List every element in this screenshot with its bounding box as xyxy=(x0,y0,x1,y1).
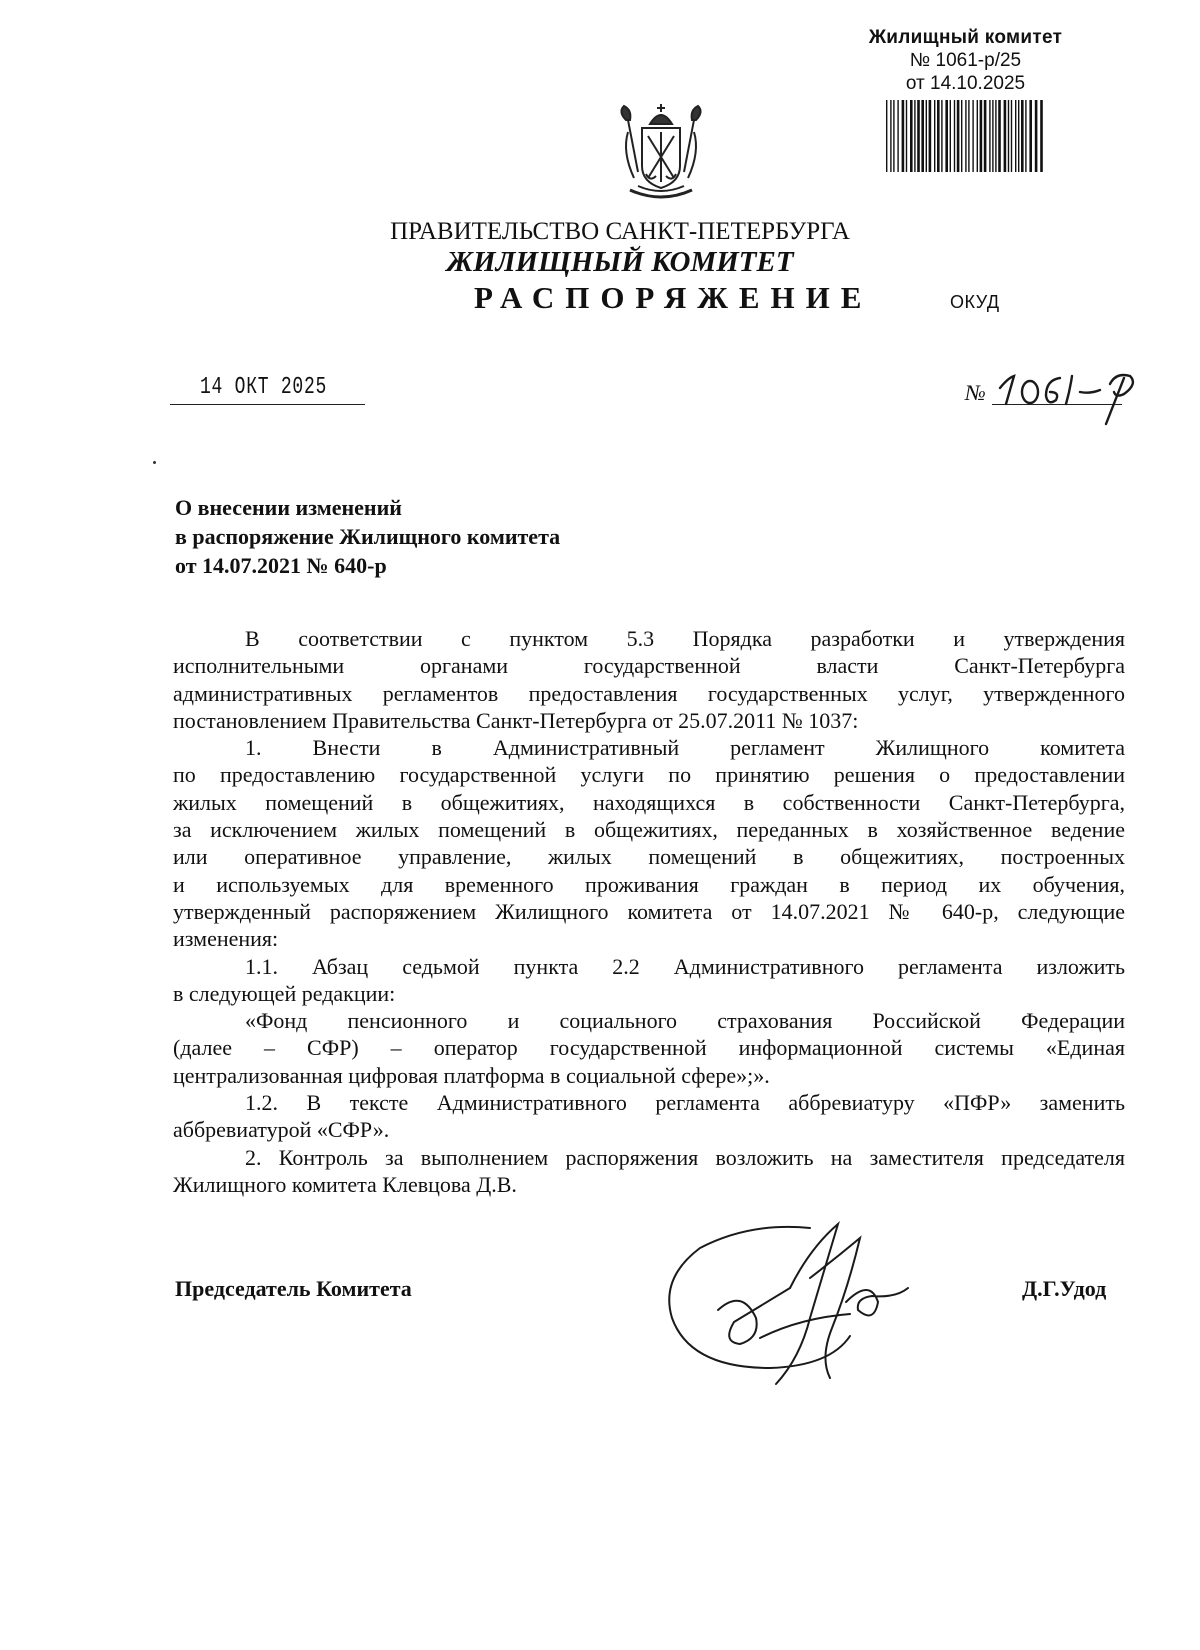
barcode-bar xyxy=(893,100,894,172)
stamp-number: № 1061-р/25 xyxy=(909,50,1022,71)
paragraph-item-1 xyxy=(173,734,1125,952)
barcode-bar xyxy=(897,100,898,172)
barcode-bar xyxy=(929,100,932,172)
body-line: или оперативное управление, жилых помещений в общежитиях, построенных xyxy=(173,844,1125,870)
barcode-bar xyxy=(934,100,935,172)
body-line: исполнительными органами государственной власти Санкт-Петербурга xyxy=(173,653,1125,679)
barcode-bar xyxy=(902,100,905,172)
body-line: 1. Внести в Административный регламент Жилищного комитета xyxy=(245,735,1125,761)
barcode-bar xyxy=(1021,100,1024,172)
barcode-bar xyxy=(1025,100,1026,172)
barcode-bar xyxy=(968,100,969,172)
signatory-position: Председатель Комитета xyxy=(175,1276,412,1301)
barcode-bar xyxy=(995,100,996,172)
body-line: в следующей редакции: xyxy=(173,980,396,1006)
barcode-bar xyxy=(1015,100,1016,172)
body-line: 2. Контроль за выполнением распоряжения возложить на заместителя председателя xyxy=(245,1144,1125,1170)
barcode-bar xyxy=(910,100,913,172)
barcode-bar xyxy=(917,100,920,172)
number-sign: № xyxy=(965,380,986,405)
registration-stamp xyxy=(858,26,1073,95)
barcode-bar xyxy=(926,100,927,172)
body-line: Жилищного комитета Клевцова Д.В. xyxy=(173,1171,517,1197)
barcode-bar xyxy=(886,100,887,172)
body-line: утвержденный распоряжением Жилищного комитета от 14.07.2021 № 640-р, следующие xyxy=(173,898,1125,924)
body-line: административных регламентов предоставления государственных услуг, утвержденного xyxy=(173,680,1125,706)
barcode-bar xyxy=(1040,100,1043,172)
stamp-date: от 14.10.2025 xyxy=(905,73,1026,94)
barcode-bar xyxy=(921,100,924,172)
subject-line: от 14.07.2021 № 640-р xyxy=(175,553,387,578)
okud-label: ОКУД xyxy=(950,292,1000,312)
stamp-organization: Жилищный комитет xyxy=(868,27,1063,48)
barcode-bar xyxy=(1008,100,1009,172)
body-line: за исключением жилых помещений в общежитиях, переданных в хозяйственное ведение xyxy=(173,817,1125,843)
body-line: (далее – СФР) – оператор государственной информационной системы «Единая xyxy=(173,1035,1125,1061)
registration-date: 14 ОКТ 2025 xyxy=(200,374,328,401)
barcode-bar xyxy=(1004,100,1007,172)
barcode-bar xyxy=(984,100,987,172)
barcode-bar xyxy=(941,100,942,172)
paragraph-preamble xyxy=(173,625,1125,734)
body-line: централизованная цифровая платформа в социальной сфере»;». xyxy=(173,1062,770,1088)
paragraph-item-1-2 xyxy=(173,1089,1125,1144)
body-line: изменения: xyxy=(173,926,279,952)
paragraph-quote xyxy=(173,1007,1125,1089)
stray-dot xyxy=(153,461,156,464)
barcode-bar xyxy=(914,100,915,172)
body-line: 1.2. В тексте Административного регламента аббревиатуру «ПФР» заменить xyxy=(245,1090,1125,1116)
barcode-bar xyxy=(937,100,940,172)
barcode-bar xyxy=(992,100,993,172)
barcode-bar xyxy=(950,100,951,172)
barcode-bar xyxy=(957,100,960,172)
barcode-bar xyxy=(890,100,891,172)
handwritten-document-number xyxy=(998,364,1148,426)
handwritten-signature xyxy=(660,1218,920,1390)
document-body xyxy=(173,625,1125,1198)
barcode-bar xyxy=(954,100,955,172)
body-line: и используемых для временного проживания граждан в период их обучения, xyxy=(173,871,1125,897)
paragraph-item-1-1 xyxy=(173,953,1125,1008)
barcode-bar xyxy=(1029,100,1032,172)
signatory-name: Д.Г.Удод xyxy=(1022,1276,1107,1301)
body-line: по предоставлению государственной услуги по принятию решения о предоставлении xyxy=(173,762,1125,788)
barcode-bar xyxy=(980,100,983,172)
barcode-bar xyxy=(961,100,962,172)
body-line: 1.1. Абзац седьмой пункта 2.2 Административного регламента изложить xyxy=(245,953,1125,979)
body-line: В соответствии с пунктом 5.3 Порядка разработки и утверждения xyxy=(245,626,1125,651)
body-line: аббревиатурой «СФР». xyxy=(173,1117,390,1143)
barcode-bar xyxy=(1018,100,1019,172)
document-type-title: РАСПОРЯЖЕНИЕ xyxy=(474,280,873,315)
committee-title: ЖИЛИЩНЫЙ КОМИТЕТ xyxy=(446,246,794,278)
subject-line: в распоряжение Жилищного комитета xyxy=(175,524,561,549)
body-line: постановлением Правительства Санкт-Петербурга от 25.07.2011 № 1037: xyxy=(173,707,859,733)
barcode-bar xyxy=(977,100,978,172)
barcode-icon xyxy=(886,100,1044,172)
coat-of-arms-icon xyxy=(612,102,710,206)
document-subject xyxy=(175,493,560,580)
barcode-bar xyxy=(965,100,966,172)
barcode-bar xyxy=(906,100,907,172)
barcode-bar xyxy=(1011,100,1012,172)
barcode-bar xyxy=(1035,100,1038,172)
barcode-bar xyxy=(989,100,990,172)
body-line: «Фонд пенсионного и социального страхования Российской Федерации xyxy=(245,1008,1125,1034)
barcode-bar xyxy=(945,100,948,172)
government-title: ПРАВИТЕЛЬСТВО САНКТ-ПЕТЕРБУРГА xyxy=(390,218,850,245)
paragraph-item-2 xyxy=(173,1144,1125,1199)
body-line: жилых помещений в общежитиях, находящихся в собственности Санкт-Петербурга, xyxy=(173,789,1125,815)
subject-line: О внесении изменений xyxy=(175,495,402,520)
barcode-bar xyxy=(998,100,1001,172)
barcode-bar xyxy=(972,100,973,172)
date-underline xyxy=(170,404,365,405)
